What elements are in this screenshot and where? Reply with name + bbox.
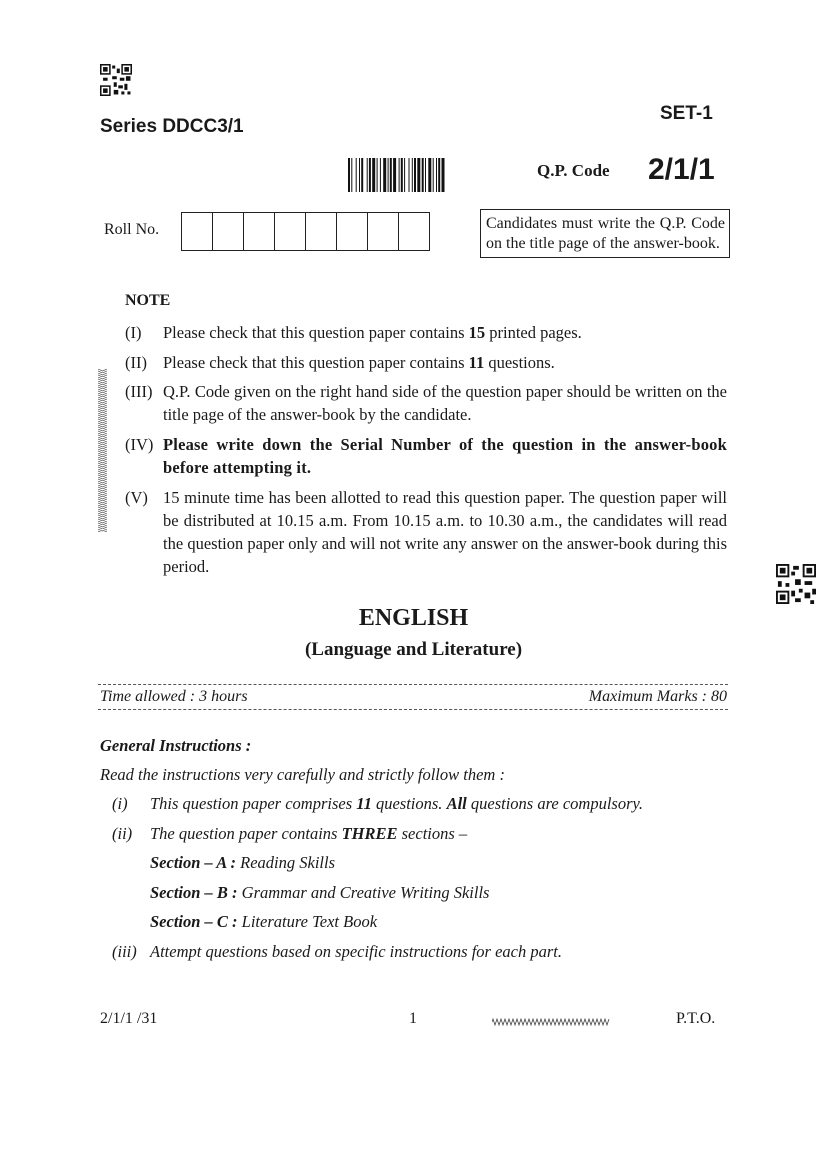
note-item-1 <box>125 321 727 344</box>
section-c-line <box>150 912 377 932</box>
page-number: 1 <box>409 1010 417 1027</box>
note-item-number: (V) <box>125 488 148 507</box>
security-strip <box>98 369 107 532</box>
series-label: Series DDCC3/1 <box>100 116 244 137</box>
maximum-marks: Maximum Marks : 80 <box>588 688 727 705</box>
roll-no-digit-box[interactable] <box>337 213 368 250</box>
note-item-number: (IV) <box>125 435 154 454</box>
instruction-text: The question paper contains <box>150 824 342 843</box>
section-a-line <box>150 853 335 873</box>
note-item-text: Please check that this question paper contains <box>163 353 469 372</box>
note-item-3 <box>125 380 727 426</box>
set-label: SET-1 <box>660 103 713 124</box>
instruction-text: This question paper comprises <box>150 794 357 813</box>
roll-no-digit-box[interactable] <box>182 213 213 250</box>
note-item-5 <box>125 486 727 578</box>
qr-code-side <box>776 564 816 604</box>
instruction-emphasis: THREE <box>341 824 398 843</box>
general-instructions-title: General Instructions : <box>100 736 252 755</box>
instruction-number: (i) <box>112 794 128 813</box>
note-item-4 <box>125 433 727 479</box>
general-instructions-intro: Read the instructions very carefully and strictly follow them : <box>100 765 505 784</box>
note-item-number: (III) <box>125 382 153 401</box>
instruction-text: questions are compulsory. <box>466 794 644 813</box>
qp-code-value: 2/1/1 <box>648 153 715 186</box>
section-description: Grammar and Creative Writing Skills <box>237 883 490 902</box>
note-item-text: Please check that this question paper contains <box>163 323 469 342</box>
divider <box>98 709 728 710</box>
note-item-number: (II) <box>125 353 147 372</box>
note-item-text: Q.P. Code given on the right hand side of the question paper should be written on the title page of the answer-book by the candidate. <box>163 382 727 424</box>
roll-no-boxes[interactable] <box>181 212 430 251</box>
divider <box>98 684 728 685</box>
qp-code-label: Q.P. Code <box>537 161 610 180</box>
instruction-number: (ii) <box>112 824 133 843</box>
section-label: Section – A : <box>150 853 237 872</box>
qr-code-top <box>100 64 132 96</box>
note-title: NOTE <box>125 292 171 309</box>
instruction-text: Attempt questions based on specific instructions for each part. <box>150 942 563 961</box>
subject-title: ENGLISH <box>358 605 469 631</box>
time-allowed: Time allowed : 3 hours <box>100 688 248 705</box>
instruction-text: questions. <box>371 794 447 813</box>
instruction-text: sections – <box>397 824 468 843</box>
section-b-line <box>150 883 489 903</box>
roll-no-digit-box[interactable] <box>213 213 244 250</box>
section-label: Section – C : <box>150 912 238 931</box>
note-item-text: printed pages. <box>485 323 582 342</box>
roll-no-digit-box[interactable] <box>368 213 399 250</box>
roll-no-digit-box[interactable] <box>244 213 275 250</box>
section-label: Section – B : <box>150 883 238 902</box>
note-item-emphasis: 11 <box>468 353 485 372</box>
note-item-text: questions. <box>484 353 555 372</box>
section-description: Literature Text Book <box>237 912 378 931</box>
instruction-emphasis: 11 <box>356 794 372 813</box>
roll-no-digit-box[interactable] <box>306 213 337 250</box>
note-item-emphasis: 15 <box>468 323 486 342</box>
footer-code: 2/1/1 /31 <box>100 1010 158 1027</box>
candidate-note-box: Candidates must write the Q.P. Code on the title page of the answer-book. <box>480 209 730 258</box>
roll-no-digit-box[interactable] <box>275 213 306 250</box>
roll-no-label: Roll No. <box>104 221 160 238</box>
instruction-emphasis: All <box>446 794 467 813</box>
note-item-text: 15 minute time has been allotted to read this question paper. The question paper will be distributed at 10.15 a.m. From 10.15 a.m. to 10.30 a.m., the candidates will read the question paper only and will not write any answer on the answer-book during this period. <box>163 488 727 576</box>
note-item-2 <box>125 351 727 374</box>
barcode <box>348 158 472 192</box>
note-item-text: Please write down the Serial Number of the question in the answer-book before attempting it. <box>163 435 727 477</box>
pto-label: P.T.O. <box>676 1010 716 1027</box>
subject-subtitle: (Language and Literature) <box>304 639 523 660</box>
instruction-number: (iii) <box>112 942 137 961</box>
note-item-number: (I) <box>125 323 142 342</box>
roll-no-digit-box[interactable] <box>399 213 429 250</box>
security-wave-pattern <box>492 1014 610 1024</box>
section-description: Reading Skills <box>236 853 336 872</box>
